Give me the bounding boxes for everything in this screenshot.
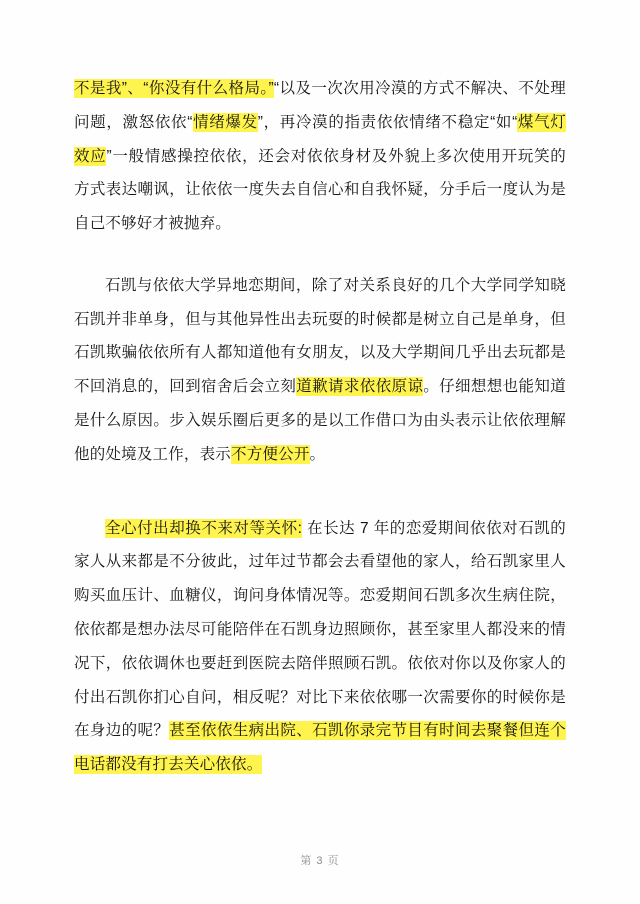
text-segment: 甚至依依生病出院、石凯你录完节目有时间去聚餐但连个电话都没有打去关心依依。 [74, 722, 566, 774]
text-segment: ”，再冷漠的指责依依情绪不稳定“如“ [257, 113, 518, 131]
text-segment: 在长达 7 年的恋爱期间依依对石凯的家人从来都是不分彼此，过年过节都会去看望他的家人，给石凯家里人购买血压计、血糖仪，询问身体情况等。恋爱期间石凯多次生病住院，依依都是想办法尽可能陪伴在石凯身边照顾你，甚至家里人都没来的情况下，依依调休也要赶到医院去陪伴照顾石凯。依依对你以及你家人的付出石凯你扪心自问，相反呢？对比下来依依哪一次需要你的时候你是在身边的呢？ [74, 519, 566, 740]
text-segment: 。 [309, 445, 326, 463]
text-segment: ”一般情感操控依依，还会对依依身材及外貌上多次使用开玩笑的方式表达嘲讽，让依依一度失去自信心和自我怀疑，分手后一度认为是自己不够好才被抛弃。 [74, 147, 567, 233]
page-number: 第 3 页 [300, 855, 340, 867]
text-segment: 。仔细想想也能知道是什么原因。步入娱乐圈后更多的是以工作借口为由头表示让依依理解他的处境及工作，表示 [74, 378, 566, 463]
text-segment: 石凯与依依大学异地恋期间，除了对关系良好的几个大学同学知晓石凯并非单身，但与其他异性出去玩耍的时候都是树立自己是单身，但石凯欺骗依依所有人都知道他有女朋友，以及大学期间几乎出去玩都是不回消息的，回到宿舍后会立刻 [74, 276, 566, 396]
text-segment: “以及一次次用冷漠的方式不解决、不处理问题，激怒依依“ [74, 80, 566, 131]
text-segment: 全心付出却换不来对等关怀: [105, 519, 303, 537]
text-segment: 煤气灯效应 [74, 113, 566, 165]
document-body [74, 72, 566, 782]
text-segment: 不是我”、“你没有什么格局。” [74, 80, 274, 97]
text-segment: 情绪爆发 [192, 113, 258, 131]
paragraph-3 [74, 512, 566, 782]
text-segment: 不方便公开 [231, 445, 310, 463]
paragraph-2 [74, 269, 566, 472]
paragraph-1 [74, 72, 566, 241]
text-segment: 道歉请求依依原谅 [296, 378, 424, 396]
